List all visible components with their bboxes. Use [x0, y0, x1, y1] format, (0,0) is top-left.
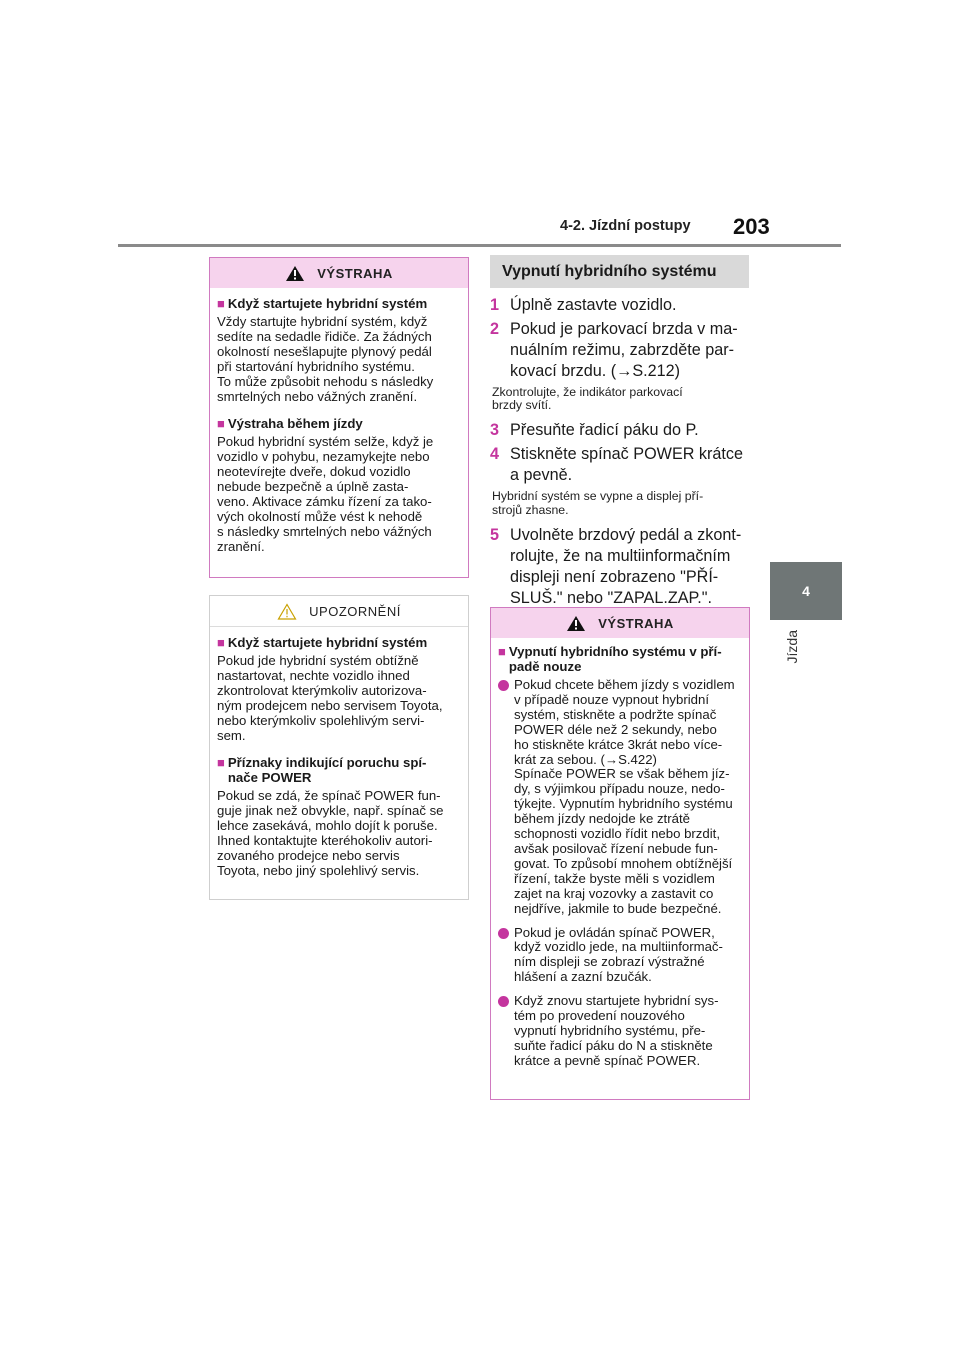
warning-bullet: Když znovu startujete hybridní sys- tém po provedení nouzového vypnutí hybridního systému, pře- suňte řadicí páku do N a stiskněte krátce a pevně spínač POWER. [498, 994, 742, 1069]
section-heading: Vypnutí hybridního systému [490, 255, 749, 288]
header-divider [118, 244, 841, 247]
procedure-steps [490, 295, 752, 612]
chapter-tab-label: Jízda [784, 630, 800, 664]
caution-box [209, 595, 469, 900]
square-bullet-icon: ■ [498, 644, 506, 659]
square-bullet-icon: ■ [217, 296, 225, 311]
warning-subheading: ■ Vypnutí hybridního systému v pří- padě nouze [498, 644, 722, 674]
step-note: Hybridní systém se vypne a displej pří- strojů zhasne. [492, 489, 704, 517]
warning-box-title: VÝSTRAHA [598, 615, 674, 631]
chapter-tab[interactable] [770, 562, 842, 620]
procedure-step: 2 Pokud je parkovací brzda v ma- nuálním režimu, zabrzděte par- kovací brzdu. (→S.212) [490, 320, 738, 380]
caution-box-header [210, 596, 468, 627]
warning-box-header [210, 258, 468, 288]
chapter-title: 4-2. Jízdní postupy [560, 218, 691, 234]
circle-bullet-icon [498, 680, 509, 691]
warning-subheading: ■ Výstraha během jízdy [217, 416, 363, 432]
warning-triangle-icon [285, 265, 305, 282]
caution-text: Pokud se zdá, že spínač POWER fun- guje jinak než obvykle, např. spínač se lehce zasekává, mohlo dojít k poruše. Ihned kontaktujte kteréhokoliv autori- zovaného prodejce nebo servis Toyota, nebo jiný spolehlivý servis. [217, 788, 444, 878]
warning-box-title: VÝSTRAHA [317, 265, 393, 281]
step-note: Zkontrolujte, že indikátor parkovací brzdy svítí. [492, 385, 683, 413]
warning-box-starting [209, 257, 469, 578]
warning-text: Pokud hybridní systém selže, když je vozidlo v pohybu, nezamykejte nebo neotevírejte dveře, dokud vozidlo nebude bezpečně a úplně zasta- veno. Aktivace zámku řízení za tako- vých okolností může vést k nehodě s následky smrtelných nebo vážných zranění. [217, 434, 434, 554]
procedure-step: 5 Uvolněte brzdový pedál a zkont- rolujte, že na multiinformačním displeji není zobrazeno "PŘÍ- SLUŠ." nebo "ZAPAL.ZAP.". [490, 525, 742, 607]
procedure-step: 4 Stiskněte spínač POWER krátce a pevně. [490, 445, 744, 485]
caution-box-title: UPOZORNĚNÍ [309, 603, 401, 619]
warning-box-emergency [490, 607, 750, 1100]
circle-bullet-icon [498, 928, 509, 939]
square-bullet-icon: ■ [217, 416, 225, 432]
square-bullet-icon: ■ [217, 635, 225, 650]
warning-bullet: Pokud je ovládán spínač POWER, když vozidlo jede, na multiinformač- ním displeji se zobrazí výstražné hlášení a zazní bzučák. [498, 926, 742, 986]
warning-text: Vždy startujte hybridní systém, když sedíte na sedadle řidiče. Za žádných okolností nesešlapujte plynový pedál při startování hybridního systému. To může způsobit nehodu s následky smrtelných nebo vážných zranění. [217, 314, 434, 404]
warning-bullet: Pokud chcete během jízdy s vozidlem v případě nouze vypnout hybridní systém, stiskněte a podržte spínač POWER déle než 2 sekundy, nebo ho stiskněte krátce 3krát nebo více- krát za sebou. (→S.422) Spínače POWER se však během jíz- dy, s výjimkou případu nouze, nedo- týkejte. Vypnutím hybridního systému během jízdy nedojde ke ztrátě schopnosti vozidlo řídit nebo brzdit, avšak posilovač řízení nebude fun- govat. To způsobí mnohem obtížnější řízení, takže byste měli s vozidlem zajet na kraj vozovky a zastavit co nejdříve, jakmile to bude bezpečné. [498, 678, 742, 917]
procedure-step: 1 Úplně zastavte vozidlo. [490, 296, 677, 314]
caution-subheading: ■ Když startujete hybridní systém [217, 635, 428, 650]
page-number: 203 [733, 214, 770, 239]
square-bullet-icon: ■ [217, 755, 225, 771]
chapter-tab-number: 4 [802, 583, 810, 599]
caution-triangle-icon [277, 603, 297, 620]
procedure-step: 3 Přesuňte řadicí páku do P. [490, 421, 699, 440]
circle-bullet-icon [498, 996, 509, 1007]
warning-triangle-icon [566, 615, 586, 632]
warning-box-header [491, 608, 749, 638]
caution-subheading: ■ Příznaky indikující poruchu spí- nače POWER [217, 755, 427, 786]
warning-subheading: ■ Když startujete hybridní systém [217, 296, 428, 311]
caution-text: Pokud jde hybridní systém obtížně nastartovat, nechte vozidlo ihned zkontrolovat kterýmkoliv autorizova- ným prodejcem nebo servisem Toyota, nebo kterýmkoliv spolehlivým servi- sem. [217, 653, 443, 743]
